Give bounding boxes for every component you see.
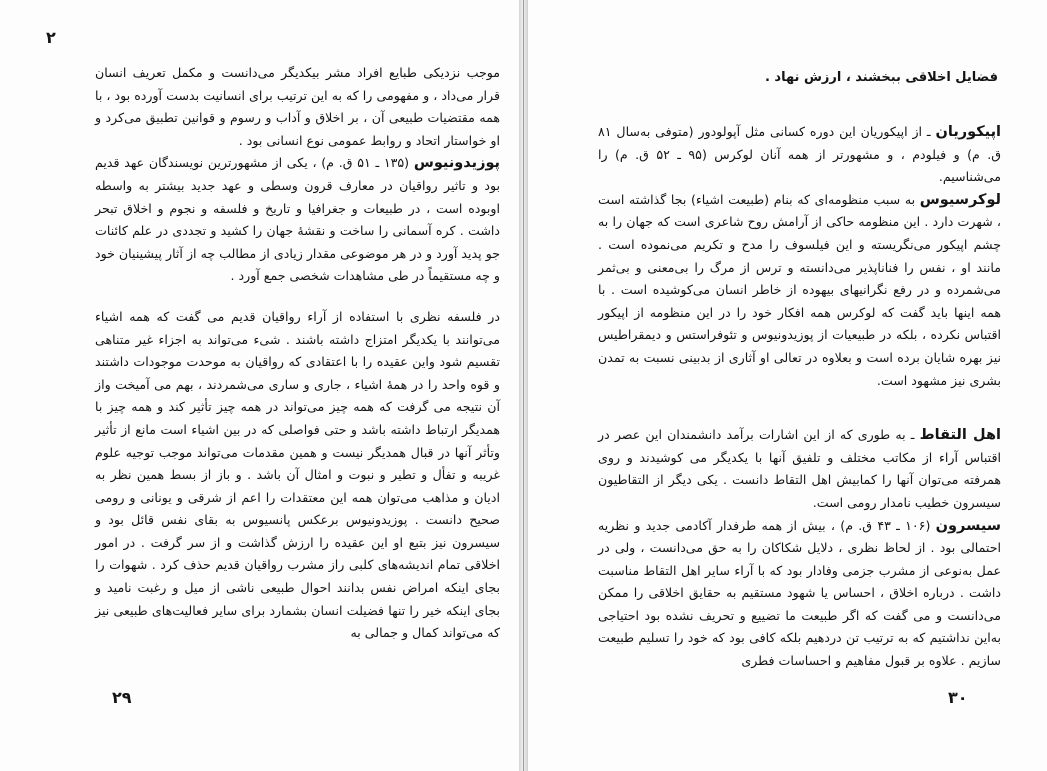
paragraph-text: ـ از اپیکوریان این دوره کسانی مثل آپولودور (متوفی به‌سال ۸۱ ق. م) و فیلودم ، و مشهورتر از همه آنان لوکرس (۹۵ ـ ۵۲ ق. م) را می‌شناسیم.: [598, 124, 1001, 185]
paragraph-text: در فلسفه نظری با استفاده از آراء رواقیان قدیم می گفت که همه اشیاء می‌توانند با یکدیگر امتزاج داشته باشند . شیء می‌تواند به اجزاء غیر متناهی تقسیم شود واین عقیده را با اعتقادی که رواقیان به موحدت موجودات داشتند و قوه واحد را در همهٔ اشیاء ، جاری و ساری می‌شمردند ، بهم می آمیخت واز آن نتیجه می گرفت که همه چیز می‌تواند در همه چیز تأثیر کند و همه چیز با همدیگر ارتباط داشته باشد و حتی فواصلی که در بین اشیاء است مانع از تأثیر وتأثر آنها در قبال همدیگر نیست و همین مقدمات می‌تواند موجب توجیه علوم غریبه و تفأل و تطیر و نبوت و امثال آن باشد . و باز از بسط همین نظر به ادیان و مذاهب می‌توان همه این معتقدات را اعم از شرقی و یونانی و رومی صحیح دانست . پوزیدونیوس برعکس پانسیوس به بقای نفس قائل بود و سیسرون نیز بتبع او این عقیده را ارزش گذاشت و از سر گرفت . در امور اخلاقی تمام اندیشه‌های کلبی راز مشرب رواقیان قدیم حذف کرد . شهوات را بجای اینکه امراض نفس بدانند احوال طبیعی ناشی از میل و رغبت نامید و بجای اینکه خیر را تنها فضیلت انسان بشمارد برای سایر فعالیت‌های طبیعی نیز که می‌تواند کمال و جمالی به: [95, 308, 500, 641]
term-epicureans: اپیکوریان: [935, 124, 1001, 140]
right-paragraph-1: [598, 121, 1001, 189]
paragraph-text: ـ به طوری که از این اشارات برآمد دانشمندان این عصر در اقتباس آراء از مکاتب مختلف و تلفیق آنها با یکدیگر می کوشیدند و روی همرفته می‌توان آنها را کمابیش اهل التقاط دانست . یکی دیگر از التقاطیون سیسرون خطیب نامدار رومی است.: [598, 427, 1001, 510]
paragraph-text: (۱۰۶ ـ ۴۳ ق. م) ، بیش از همه طرفدار آکادمی جدید و نظریه احتمالی بود . از لحاظ نظری ، دلایل شکاکان را به حق می‌دانست ، ولی در عمل به‌نوعی از مشرب جزمی وفادار بود که با آراء سایر اهل التقاط مناسبت داشت . درباره اخلاق ، احساس یا شهود مستقیم به حقایق اخلاقی را ممکن می‌دانست و می گفت که اگر طبیعت ما تضییع و تحریف نشده بود احتیاجی به‌این نداشتیم که به ترتیب تن دردهیم بلکه کافی بود که خود را تسلیم طبیعت سازیم . علاوه بر قبول مفاهیم و احساسات فطری: [598, 517, 1001, 669]
term-eclectics: اهل التقاط: [919, 427, 1001, 444]
gutter-divider: [523, 0, 524, 771]
right-paragraph-3: [598, 424, 1001, 514]
right-paragraph-4: [598, 515, 1001, 673]
left-paragraph-2: [95, 152, 500, 288]
running-head: فضایل اخلاقی ببخشند ، ارزش نهاد .: [764, 70, 998, 85]
left-page-body: [95, 62, 500, 645]
term-lucretius: لوکرسیوس: [919, 191, 1001, 208]
left-page: [0, 0, 519, 771]
right-page-body: [598, 121, 1001, 673]
page-number-right: ۳۰: [948, 688, 968, 707]
left-paragraph-3: [95, 306, 500, 645]
term-cicero: سیسرون: [935, 517, 1001, 534]
corner-mark: ۲: [46, 28, 56, 47]
term-posidonius: پوزیدونیوس: [413, 155, 500, 172]
right-paragraph-2: [598, 189, 1001, 392]
paragraph-text: موجب نزدیکی طبایع افراد مشر بیکدیگر می‌دانست و مکمل تعریف انسان قرار می‌داد ، و مفهومی را که به این ترتیب برای انسانیت بدست آورده بود ، با همه مقتضیات طبیعی آن ، بر اخلاق و آداب و رسوم و قوانین تطبیق می‌کرد و او خواستار اتحاد و روابط عمومی نوع انسانی بود .: [95, 65, 500, 148]
page-number-left: ۲۹: [112, 688, 132, 707]
paragraph-text: (۱۳۵ ـ ۵۱ ق. م) ، یکی از مشهورترین نویسندگان عهد قدیم بود و تاثیر رواقیان در معارف قرون وسطی و عهد جدید بیشتر به واسطه اوبوده است ، در طبیعات و جغرافیا و تاریخ و فلسفه و نجوم و اخلاق تبحر داشت . کره آسمانی را ساخت و نقشهٔ جهان را کشید و تجددی در علم کائنات جو پدید آورد و در هر موضوعی مقدار زیادی از مطالب چه از آثار پیشینیان خود و چه مستقیماً در طی مشاهدات شخصی جمع آورد .: [95, 155, 500, 284]
left-paragraph-1: [95, 62, 500, 152]
paragraph-text: به سبب منظومه‌ای که بنام (طبیعت اشیاء) بجا گذاشته است ، شهرت دارد . این منظومه حاکی از آرامش روح شاعری است که جهان را به چشم اپیکور می‌نگریسته و این فیلسوف را مدح و تکریم می‌نموده است . مانند او ، نفس را فناناپذیر می‌دانسته و ترس از مرگ را بی‌معنی و بی‌ثمر می‌شمرده و در رفع نگرانیهای بیهوده از خاطر انسان می‌کوشیده است . با همه اینها باید گفت که لوکرس همه افکار خود را در این منظومه از اپیکور اقتباس نکرده ، بلکه در طبیعیات از پوزیدونیوس و تئوفراستس و دیمقراطیس نیز بهره شایان برده است و بعلاوه در تعالی او آثاری از بدبینی نسبت به تمدن بشری نیز مشهود است.: [598, 191, 1001, 388]
